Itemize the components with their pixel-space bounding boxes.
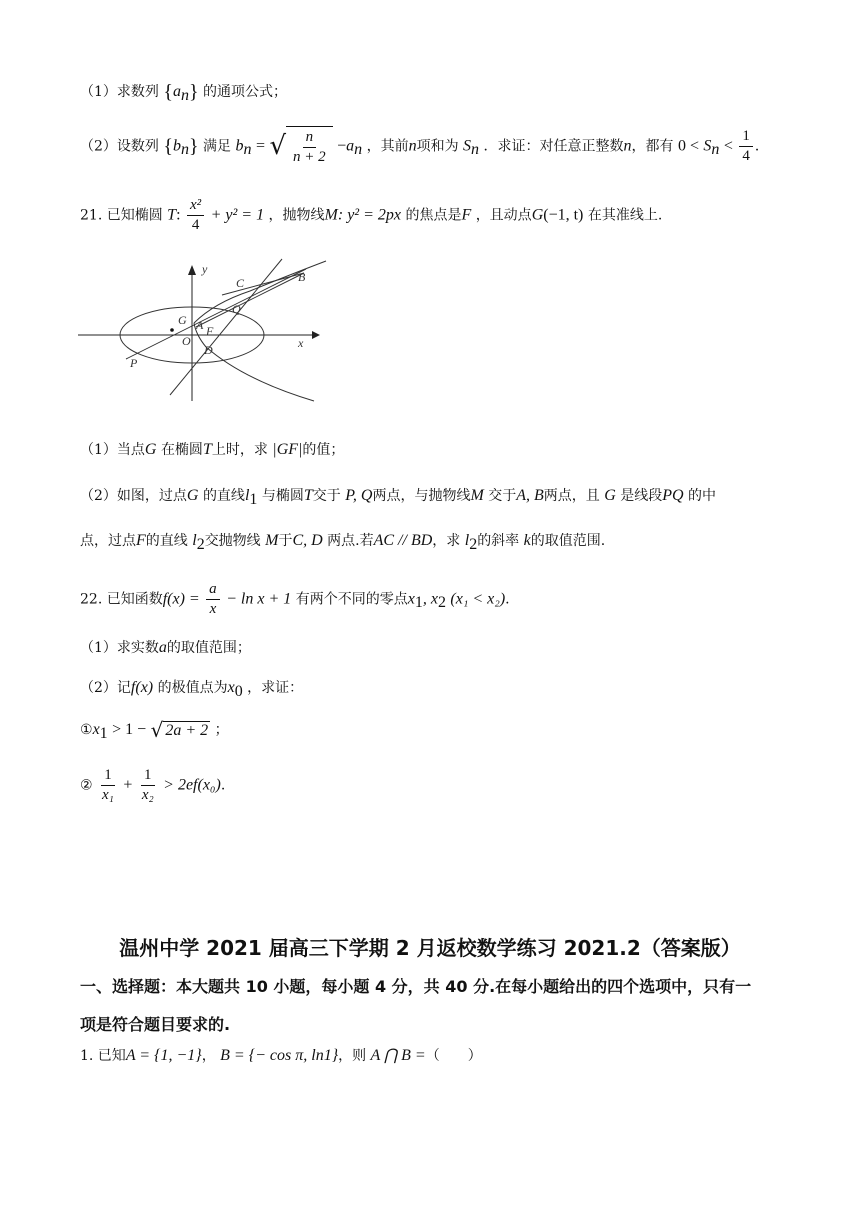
q21-part2-line2: 点，过点F的直线 $l_2$交抛物线 M于C, D 两点.若AC // BD，求 $l_2$的斜率 k的取值范围.: [80, 532, 606, 553]
fig-label-P: P: [130, 356, 138, 370]
sqrt-fraction: √ $\frac{n}{n + 2}$: [269, 126, 332, 167]
fig-label-A: A: [196, 318, 204, 332]
q21-part2-line1: （2）如图，过点G 的直线$l_1$ 与椭圆T交于 P, Q两点，与抛物线M 交于A, B两点，且 G 是线段PQ 的中: [80, 487, 717, 508]
q21-statement: 21. 已知椭圆 T: $\frac{\text{x²}}{4}$ + y² = 1 ，抛物线M: y² = 2px 的焦点是F ，且动点G(−1, t) 在其准线上.: [80, 197, 663, 233]
answer-q1: 1. 已知A = {1, −1}， B = {− cos π, ln1}，则 A ⋂ B =（ ）: [80, 1047, 482, 1064]
ellipse-parabola-figure: [74, 255, 334, 405]
q22-statement: 22. 已知函数f(x) = $\frac{a}{x}$ − ln x + 1 有两个不同的零点$x_1$, $x_2$ (x₁ < x₂).: [80, 581, 510, 617]
fig-label-O: O: [182, 334, 191, 348]
fig-label-C: C: [236, 276, 245, 290]
q21-part1: （1）当点G 在椭圆T上时，求 |GF|的值；: [80, 441, 345, 458]
fig-label-G: G: [178, 313, 187, 327]
q22-claim2: ② $\frac{1}{\text{x₁}}$ + $\frac{1}{\text{x₂}}$ > 2ef(x₀).: [80, 767, 226, 803]
section-heading-line1: 一、选择题：本大题共 10 小题，每小题 4 分，共 40 分.在每小题给出的四个选项中，只有一: [80, 977, 752, 996]
fig-label-F: F: [206, 324, 214, 338]
fig-label-Q: Q: [232, 302, 241, 316]
fig-label-B: B: [298, 270, 306, 284]
answer-title: 温州中学 2021 届高三下学期 2 月返校数学练习 2021.2（答案版）: [119, 936, 741, 960]
fig-label-x: x: [298, 336, 304, 350]
fig-label-y: y: [202, 262, 208, 276]
section-heading-line2: 项是符合题目要求的.: [80, 1015, 231, 1034]
q22-part1: （1）求实数a的取值范围；: [80, 639, 251, 656]
q22-part2: （2）记f(x) 的极值点为$x_0$ ，求证：: [80, 679, 304, 700]
q22-claim1: $①x_1 > 1$ − √ 2a + 2 ；: [80, 718, 229, 742]
q20-part1: （1）求数列 $\{a_n\}$ 的通项公式；: [80, 81, 288, 104]
q20-part2: （2）设数列 $\{b_n\}$ 满足 $b_n$ = √ $\frac{n}{n + 2}$ $-a_n$ ，其前n项和为 $S_n$ ．求证：对任意正整数n，都有 $0 < S_n$ < $\frac{1}{4}$ ．: [80, 128, 769, 165]
fig-label-D: D: [204, 343, 213, 357]
